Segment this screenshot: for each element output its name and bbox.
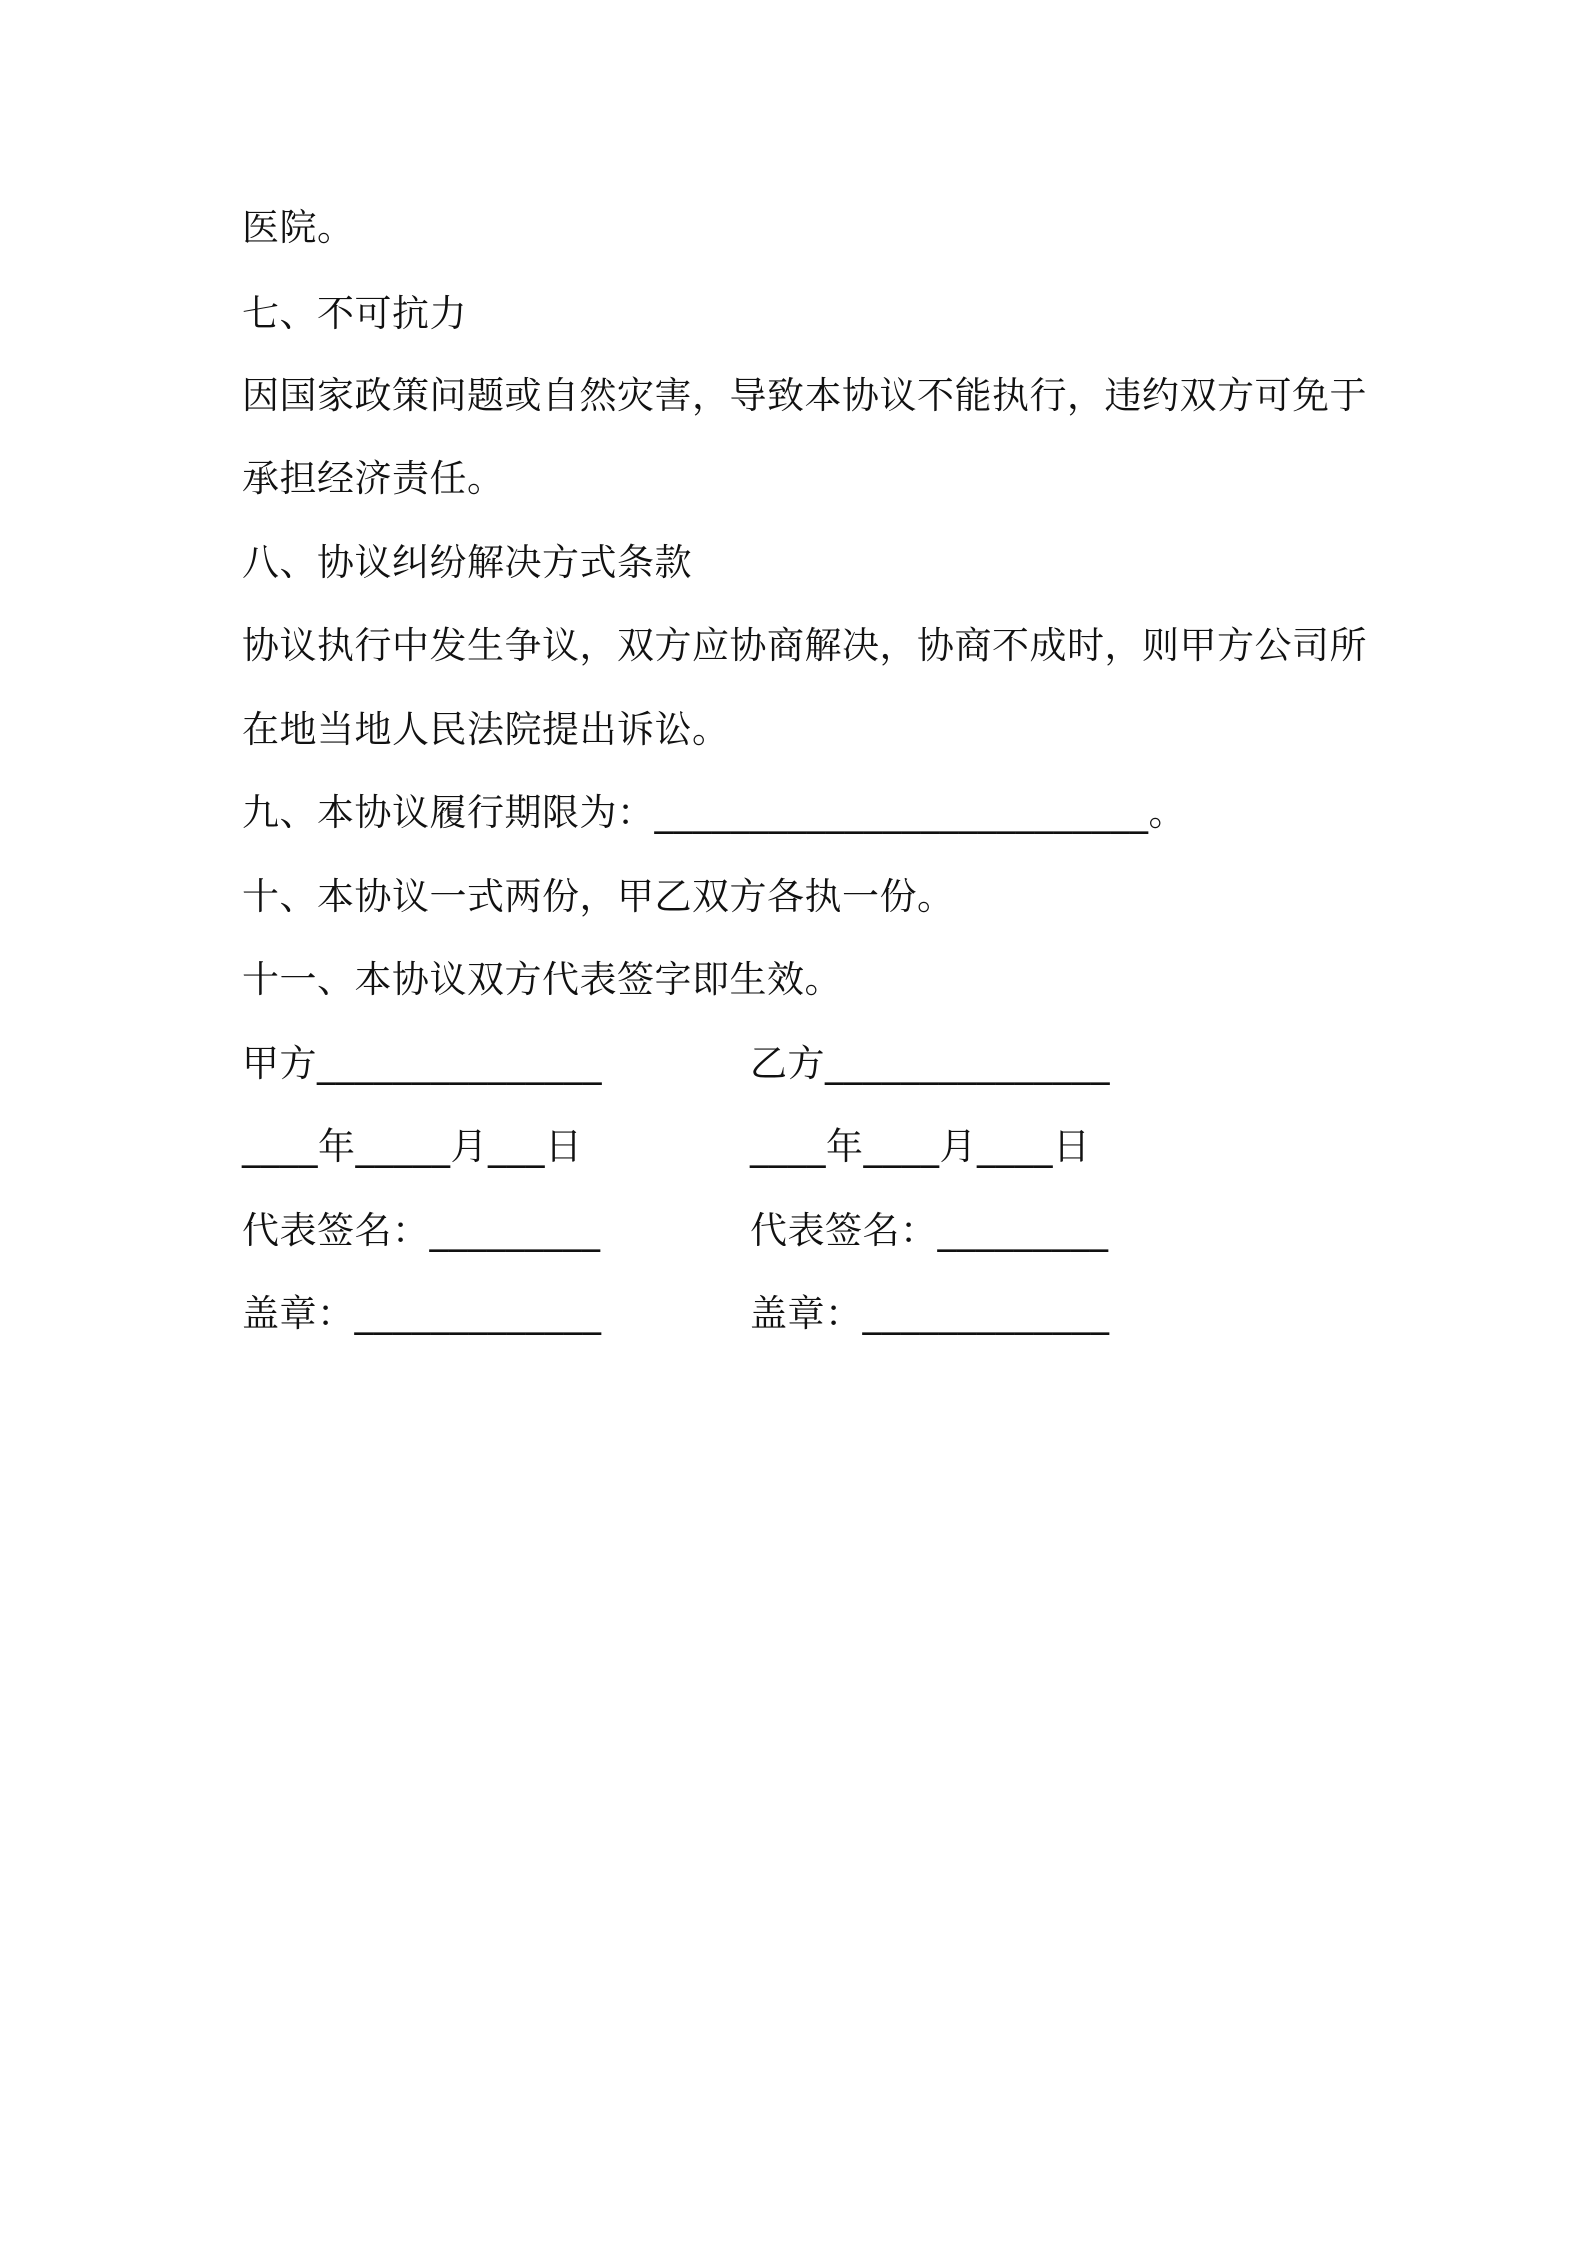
section-heading-dispute: 八、协议纠纷解决方式条款 <box>242 541 692 584</box>
party-a-representative-signature: 代表签名：_________ <box>242 1209 601 1252</box>
clause-effective: 十一、本协议双方代表签字即生效。 <box>242 958 842 1001</box>
party-a-seal-field: 盖章：_____________ <box>242 1292 602 1335</box>
party-a-name-field: 甲方_______________ <box>242 1042 602 1085</box>
paragraph-force-majeure-line-2: 承担经济责任。 <box>242 457 505 500</box>
party-b-date-field: ____年____月____日 <box>750 1125 1091 1168</box>
party-a-date-field: ____年_____月___日 <box>242 1125 583 1168</box>
paragraph-force-majeure-line-1: 因国家政策问题或自然灾害，导致本协议不能执行，违约双方可免于 <box>242 374 1367 417</box>
paragraph-continuation: 医院。 <box>242 206 355 249</box>
paragraph-dispute-line-2: 在地当地人民法院提出诉讼。 <box>242 708 730 751</box>
party-b-seal-field: 盖章：_____________ <box>750 1292 1110 1335</box>
paragraph-dispute-line-1: 协议执行中发生争议，双方应协商解决，协商不成时，则甲方公司所 <box>242 624 1367 667</box>
party-b-representative-signature: 代表签名：_________ <box>750 1209 1109 1252</box>
clause-copies: 十、本协议一式两份，甲乙双方各执一份。 <box>242 875 955 918</box>
clause-term: 九、本协议履行期限为：__________________________。 <box>242 791 1186 834</box>
section-heading-force-majeure: 七、不可抗力 <box>242 292 467 335</box>
party-b-name-field: 乙方_______________ <box>750 1042 1110 1085</box>
